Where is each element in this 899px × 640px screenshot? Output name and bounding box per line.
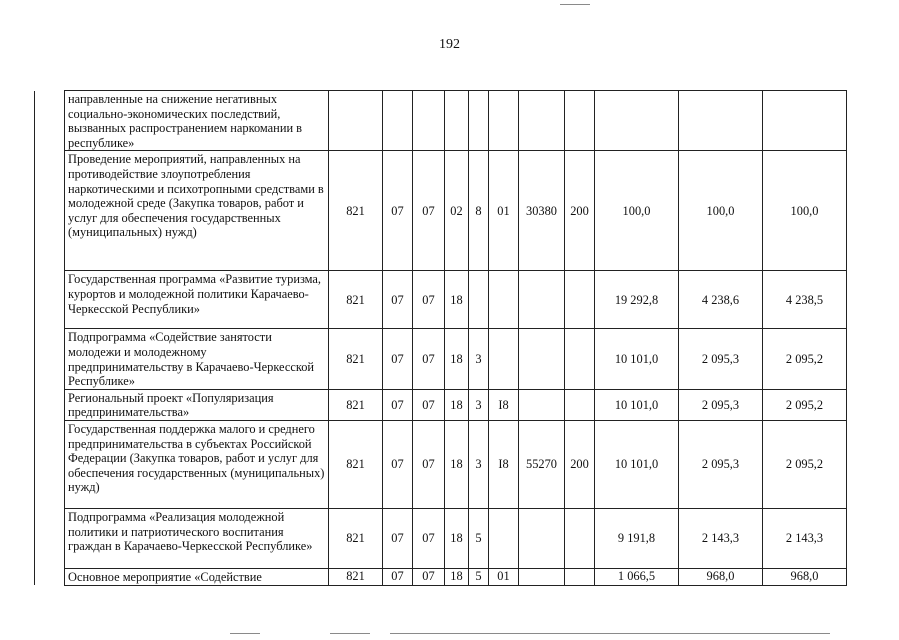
row-margin-cell bbox=[35, 420, 65, 508]
col-expense-type bbox=[565, 568, 595, 585]
col-subsection: 07 bbox=[413, 329, 445, 389]
col-subprogram: 5 bbox=[469, 508, 489, 568]
col-subprogram: 8 bbox=[469, 151, 489, 271]
col-amount-2: 2 143,3 bbox=[679, 508, 763, 568]
col-program bbox=[445, 91, 469, 151]
col-subprogram bbox=[469, 271, 489, 329]
table-row bbox=[35, 91, 847, 151]
row-margin-cell bbox=[35, 568, 65, 585]
budget-table bbox=[34, 90, 847, 586]
col-amount-2: 968,0 bbox=[679, 568, 763, 585]
table-row bbox=[35, 329, 847, 389]
col-direction: 55270 bbox=[519, 420, 565, 508]
col-event bbox=[489, 91, 519, 151]
col-admin: 821 bbox=[329, 568, 383, 585]
col-subsection: 07 bbox=[413, 508, 445, 568]
col-admin: 821 bbox=[329, 508, 383, 568]
col-direction bbox=[519, 329, 565, 389]
col-amount-3: 100,0 bbox=[763, 151, 847, 271]
col-amount-2: 2 095,3 bbox=[679, 420, 763, 508]
col-subsection: 07 bbox=[413, 271, 445, 329]
row-margin-cell bbox=[35, 151, 65, 271]
col-expense-type bbox=[565, 329, 595, 389]
col-admin: 821 bbox=[329, 151, 383, 271]
col-section: 07 bbox=[383, 508, 413, 568]
col-direction: 30380 bbox=[519, 151, 565, 271]
row-name: Проведение мероприятий, направленных на противодействие злоупотребления наркотическими и психотропными средствами в молодежной среде (Закупка товаров, работ и услуг для обеспечения государственных (муниципальных) нужд) bbox=[65, 151, 329, 271]
row-name: Региональный проект «Популяризация предпринимательства» bbox=[65, 389, 329, 420]
col-amount-3: 2 095,2 bbox=[763, 420, 847, 508]
col-admin: 821 bbox=[329, 271, 383, 329]
col-admin: 821 bbox=[329, 329, 383, 389]
scan-artifact-line bbox=[560, 4, 590, 5]
col-amount-2: 4 238,6 bbox=[679, 271, 763, 329]
budget-table-body bbox=[35, 91, 847, 586]
col-expense-type bbox=[565, 508, 595, 568]
col-subsection: 07 bbox=[413, 389, 445, 420]
row-name: Государственная поддержка малого и среднего предпринимательства в субъектах Российской Федерации (Закупка товаров, работ и услуг для обеспечения государственных (муниципальных) нужд) bbox=[65, 420, 329, 508]
col-expense-type: 200 bbox=[565, 420, 595, 508]
table-row bbox=[35, 568, 847, 585]
col-amount-3 bbox=[763, 91, 847, 151]
table-row bbox=[35, 151, 847, 271]
row-name: направленные на снижение негативных социально-экономических последствий, вызванных распространением наркомании в республике» bbox=[65, 91, 329, 151]
col-subprogram: 3 bbox=[469, 420, 489, 508]
col-program: 18 bbox=[445, 329, 469, 389]
col-direction bbox=[519, 568, 565, 585]
col-subsection: 07 bbox=[413, 568, 445, 585]
col-event bbox=[489, 329, 519, 389]
row-name: Государственная программа «Развитие туризма, курортов и молодежной политики Карачаево-Черкесской Республики» bbox=[65, 271, 329, 329]
col-subprogram bbox=[469, 91, 489, 151]
table-row bbox=[35, 508, 847, 568]
col-program: 18 bbox=[445, 420, 469, 508]
col-section bbox=[383, 91, 413, 151]
col-subsection: 07 bbox=[413, 151, 445, 271]
row-name: Подпрограмма «Реализация молодежной политики и патриотического воспитания граждан в Карачаево-Черкесской Республике» bbox=[65, 508, 329, 568]
scan-artifact-line bbox=[330, 633, 370, 634]
col-direction bbox=[519, 91, 565, 151]
col-amount-1: 9 191,8 bbox=[595, 508, 679, 568]
col-amount-2: 2 095,3 bbox=[679, 389, 763, 420]
col-event bbox=[489, 271, 519, 329]
col-direction bbox=[519, 271, 565, 329]
row-margin-cell bbox=[35, 508, 65, 568]
row-name: Подпрограмма «Содействие занятости молодежи и молодежному предпринимательству в Карачаево-Черкесской Республике» bbox=[65, 329, 329, 389]
col-expense-type bbox=[565, 91, 595, 151]
row-name: Основное мероприятие «Содействие bbox=[65, 568, 329, 585]
row-margin-cell bbox=[35, 271, 65, 329]
col-program: 18 bbox=[445, 508, 469, 568]
col-program: 02 bbox=[445, 151, 469, 271]
col-amount-1: 10 101,0 bbox=[595, 420, 679, 508]
col-event: I8 bbox=[489, 389, 519, 420]
col-section: 07 bbox=[383, 271, 413, 329]
col-expense-type bbox=[565, 271, 595, 329]
col-expense-type bbox=[565, 389, 595, 420]
table-row bbox=[35, 420, 847, 508]
col-program: 18 bbox=[445, 568, 469, 585]
col-subprogram: 3 bbox=[469, 389, 489, 420]
col-subprogram: 5 bbox=[469, 568, 489, 585]
col-section: 07 bbox=[383, 329, 413, 389]
col-subprogram: 3 bbox=[469, 329, 489, 389]
col-direction bbox=[519, 508, 565, 568]
row-margin-cell bbox=[35, 389, 65, 420]
col-section: 07 bbox=[383, 420, 413, 508]
col-amount-3: 2 095,2 bbox=[763, 329, 847, 389]
col-section: 07 bbox=[383, 568, 413, 585]
col-amount-1: 10 101,0 bbox=[595, 329, 679, 389]
col-amount-3: 2 095,2 bbox=[763, 389, 847, 420]
col-admin: 821 bbox=[329, 420, 383, 508]
col-amount-2: 2 095,3 bbox=[679, 329, 763, 389]
table-row bbox=[35, 271, 847, 329]
scan-artifact-line bbox=[390, 633, 830, 634]
col-amount-1 bbox=[595, 91, 679, 151]
col-subsection bbox=[413, 91, 445, 151]
col-event: I8 bbox=[489, 420, 519, 508]
row-margin-cell bbox=[35, 91, 65, 151]
col-subsection: 07 bbox=[413, 420, 445, 508]
col-section: 07 bbox=[383, 389, 413, 420]
col-amount-1: 10 101,0 bbox=[595, 389, 679, 420]
col-event: 01 bbox=[489, 568, 519, 585]
col-amount-3: 968,0 bbox=[763, 568, 847, 585]
col-amount-1: 1 066,5 bbox=[595, 568, 679, 585]
col-event: 01 bbox=[489, 151, 519, 271]
col-amount-2 bbox=[679, 91, 763, 151]
row-margin-cell bbox=[35, 329, 65, 389]
col-event bbox=[489, 508, 519, 568]
col-admin bbox=[329, 91, 383, 151]
col-section: 07 bbox=[383, 151, 413, 271]
col-amount-3: 4 238,5 bbox=[763, 271, 847, 329]
col-program: 18 bbox=[445, 271, 469, 329]
page-number: 192 bbox=[439, 37, 460, 52]
col-amount-1: 19 292,8 bbox=[595, 271, 679, 329]
col-amount-3: 2 143,3 bbox=[763, 508, 847, 568]
table-row bbox=[35, 389, 847, 420]
col-admin: 821 bbox=[329, 389, 383, 420]
col-amount-2: 100,0 bbox=[679, 151, 763, 271]
col-direction bbox=[519, 389, 565, 420]
scan-artifact-line bbox=[230, 633, 260, 634]
col-expense-type: 200 bbox=[565, 151, 595, 271]
col-amount-1: 100,0 bbox=[595, 151, 679, 271]
col-program: 18 bbox=[445, 389, 469, 420]
